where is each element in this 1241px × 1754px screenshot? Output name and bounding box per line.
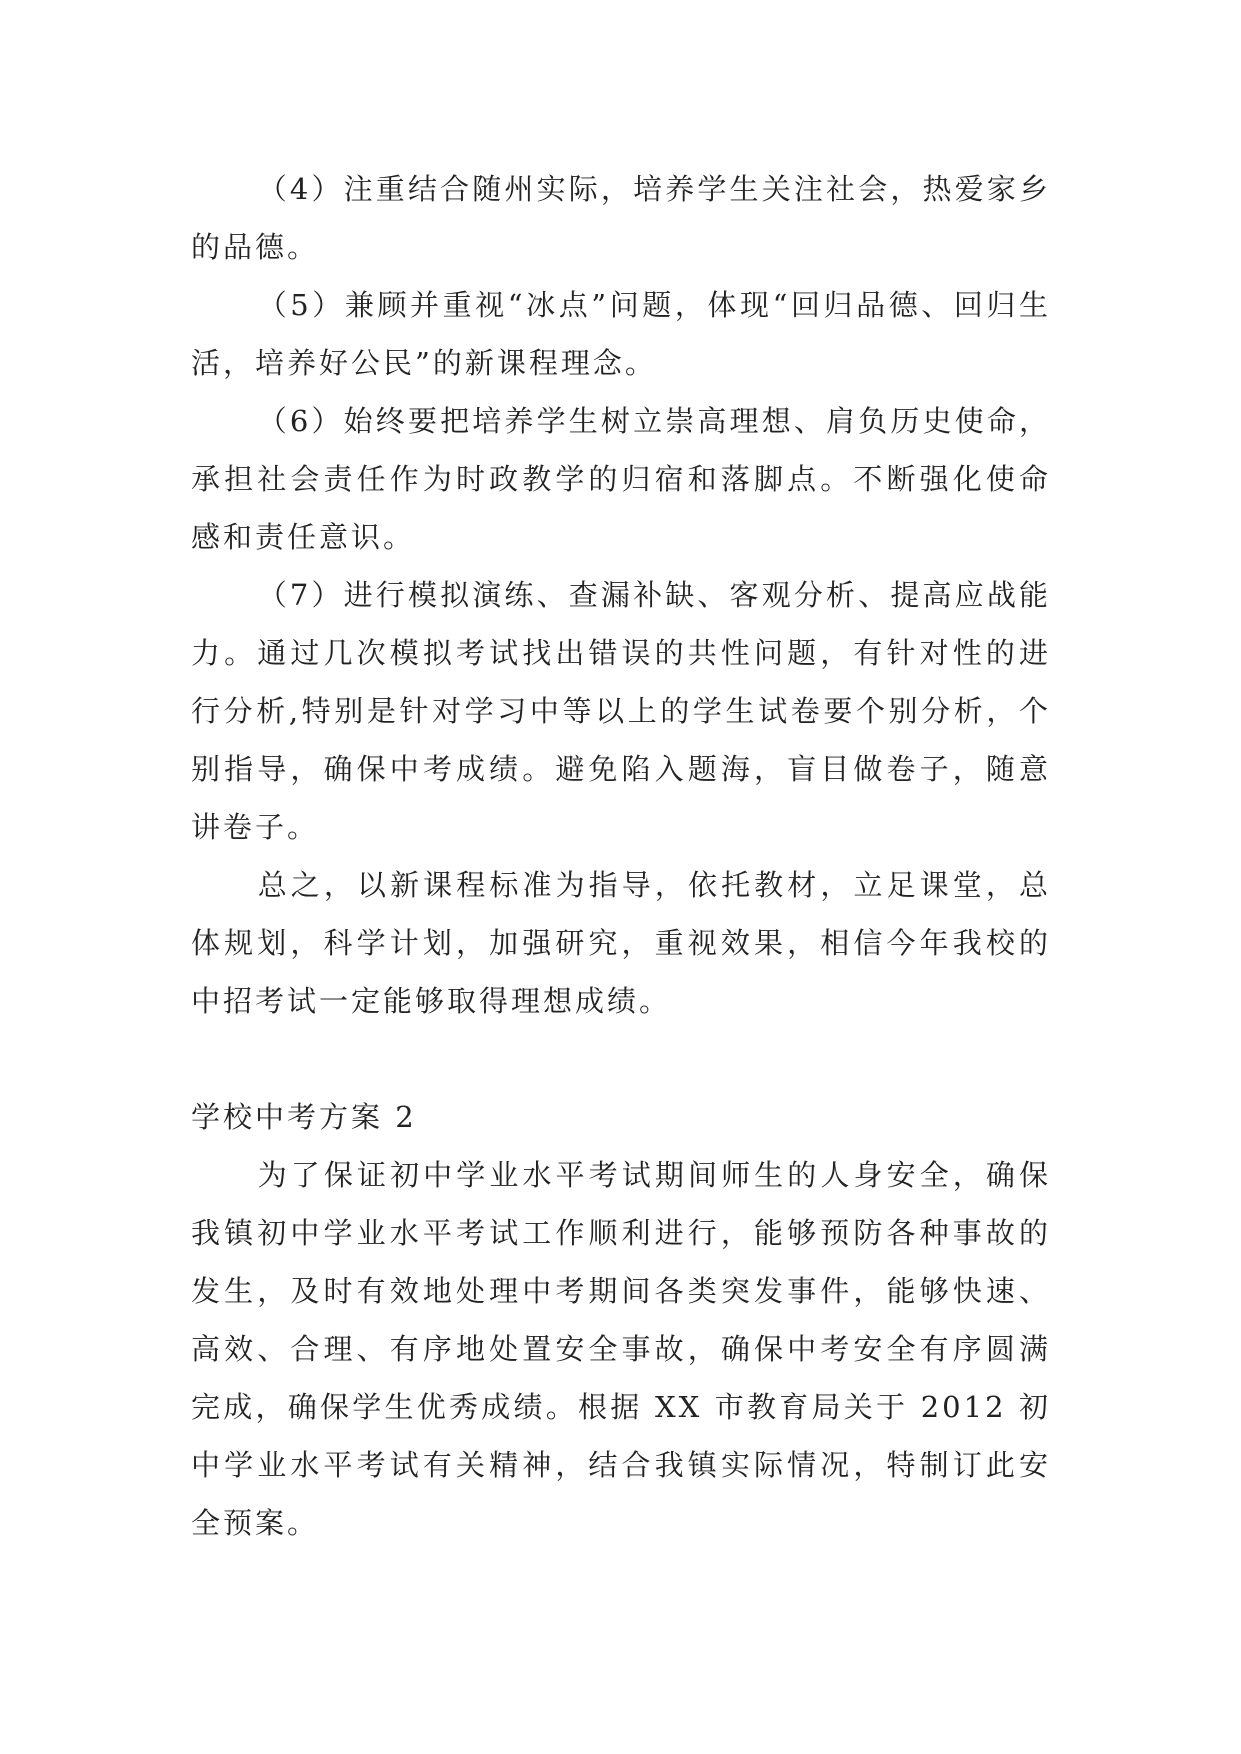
paragraph-item-5: （5）兼顾并重视“冰点”问题，体现“回归品德、回归生活，培养好公民”的新课程理念。 [191,288,1051,380]
document-body [191,160,1051,1552]
paragraph-summary: 总之，以新课程标准为指导，依托教材，立足课堂，总体规划，科学计划，加强研究，重视效果，相信今年我校的中招考试一定能够取得理想成绩。 [191,868,1051,1018]
paragraph-item-4: （4）注重结合随州实际，培养学生关注社会，热爱家乡的品德。 [191,172,1051,264]
paragraph-item-6: （6）始终要把培养学生树立崇高理想、肩负历史使命，承担社会责任作为时政教学的归宿和落脚点。不断强化使命感和责任意识。 [191,404,1051,554]
section-heading: 学校中考方案 2 [191,1100,417,1134]
paragraph-intro: 为了保证初中学业水平考试期间师生的人身安全，确保我镇初中学业水平考试工作顺利进行，能够预防各种事故的发生，及时有效地处理中考期间各类突发事件，能够快速、高效、合理、有序地处置安全事故，确保中考安全有序圆满完成，确保学生优秀成绩。根据 XX 市教育局关于 2012 初中学业水平考试有关精神，结合我镇实际情况，特制订此安全预案。 [191,1158,1051,1540]
paragraph-item-7: （7）进行模拟演练、查漏补缺、客观分析、提高应战能力。通过几次模拟考试找出错误的共性问题，有针对性的进行分析,特别是针对学习中等以上的学生试卷要个别分析，个别指导，确保中考成绩。避免陷入题海，盲目做卷子，随意讲卷子。 [191,578,1051,844]
